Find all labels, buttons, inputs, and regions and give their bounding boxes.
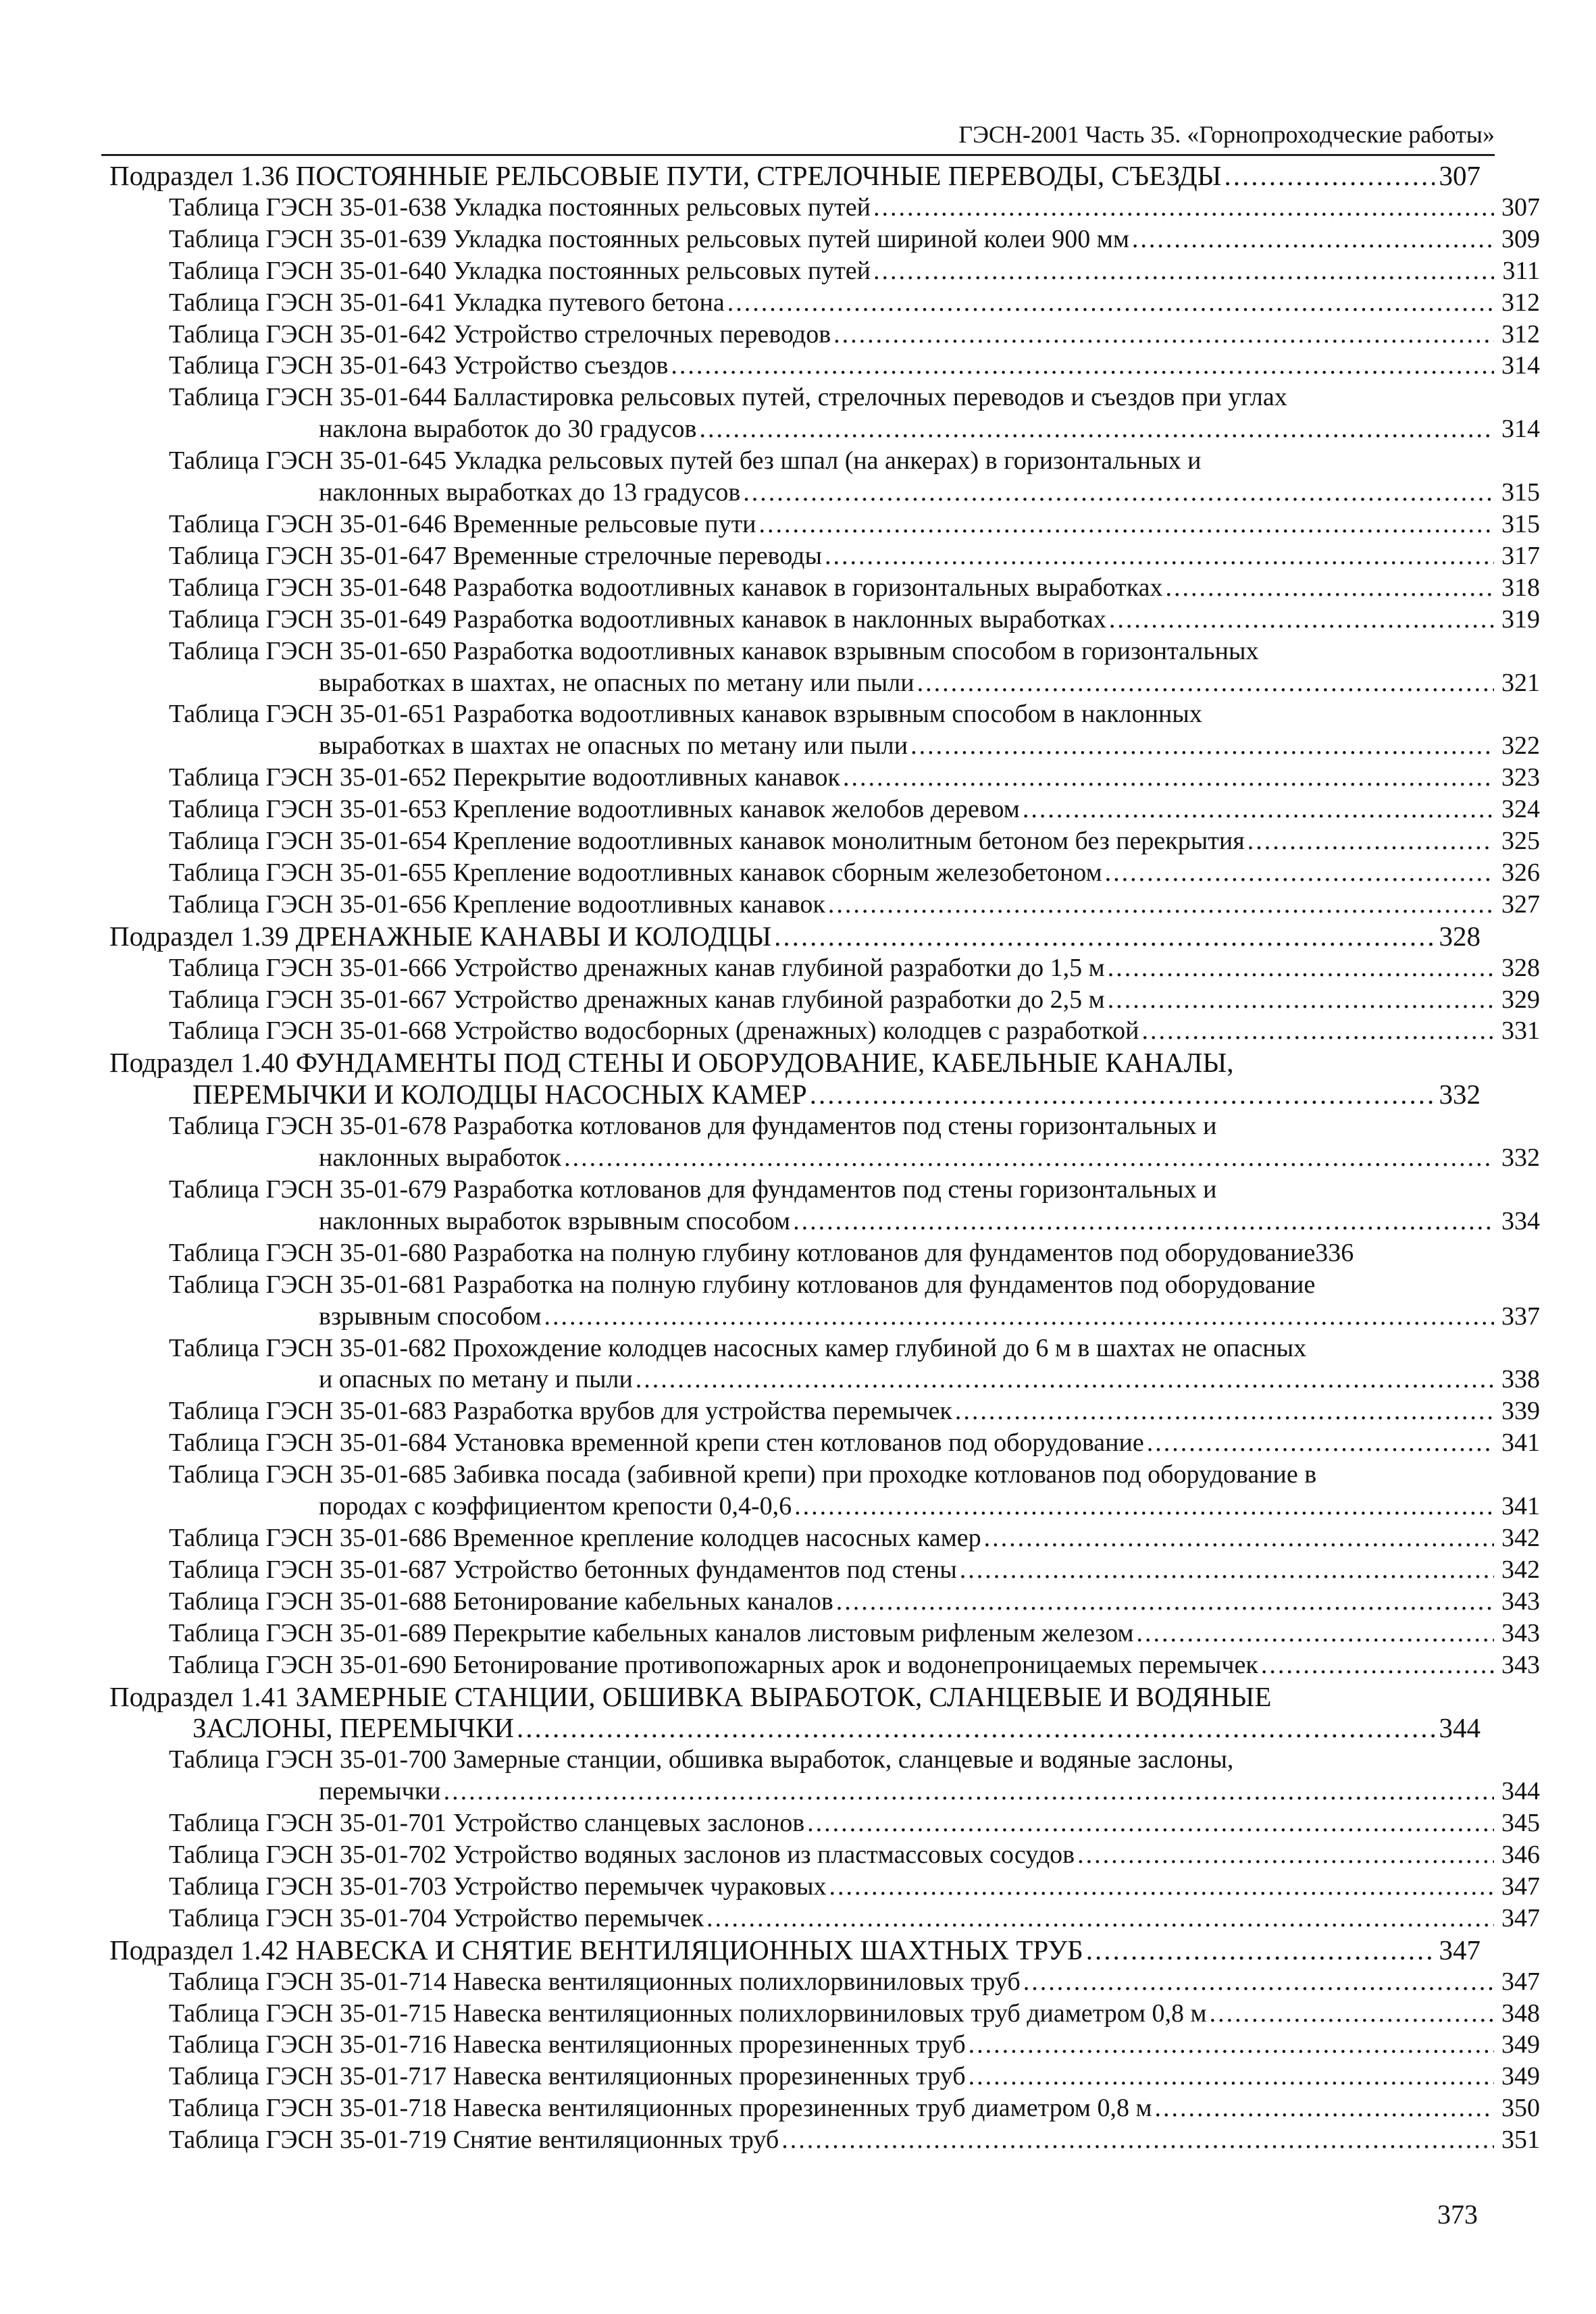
toc-page-number: 314 (1501, 351, 1540, 380)
toc-entry-text: Таблица ГЭСН 35-01-690 Бетонирование противопожарных арок и водонепроницаемых перемычек (169, 1650, 1258, 1679)
toc-page-number: 344 (1439, 1712, 1481, 1744)
toc-table-entry[interactable] (109, 794, 1540, 825)
dot-leader (636, 1364, 1494, 1395)
dot-leader (1109, 604, 1494, 636)
toc-entry-text: Таблица ГЭСН 35-01-655 Крепление водоотливных канавок сборным железобетоном (169, 858, 1102, 887)
dot-leader (1166, 572, 1494, 604)
toc-entry-text: Таблица ГЭСН 35-01-667 Устройство дренажных канав глубиной разработки до 2,5 м (169, 985, 1105, 1014)
dot-leader (910, 730, 1494, 762)
toc-entry-text: породах с коэффициентом крепости 0,4-0,6 (319, 1492, 792, 1521)
toc-entry-text: Таблица ГЭСН 35-01-649 Разработка водоотливных канавок в наклонных выработках (169, 605, 1106, 634)
toc-page-number: 332 (1501, 1143, 1540, 1173)
toc-table-entry[interactable] (109, 1649, 1540, 1681)
dot-leader (960, 1554, 1494, 1586)
toc-table-entry[interactable] (109, 1586, 1540, 1618)
toc-entry-text: выработках в шахтах, не опасных по метану или пыли (319, 668, 915, 697)
toc-page-number: 342 (1501, 1523, 1540, 1552)
toc-entry-text: Таблица ГЭСН 35-01-680 Разработка на полную глубину котлованов для фундаментов под оборудование336 (169, 1238, 1354, 1267)
toc-table-entry[interactable] (109, 1618, 1540, 1649)
toc-entry-text: Таблица ГЭСН 35-01-668 Устройство водосборных (дренажных) колодцев с разработкой (169, 1017, 1139, 1046)
toc-entry-text: Таблица ГЭСН 35-01-717 Навеска вентиляционных прорезиненных труб (169, 2062, 966, 2091)
dot-leader (1147, 1427, 1494, 1459)
toc-page-number: 343 (1501, 1618, 1540, 1647)
toc-entry-text: Таблица ГЭСН 35-01-714 Навеска вентиляционных полихлорвиниловых труб (169, 1967, 1021, 1996)
dot-leader (793, 1206, 1494, 1237)
table-of-contents (109, 160, 1540, 2156)
toc-page-number: 327 (1501, 890, 1540, 919)
toc-table-entry[interactable] (109, 2092, 1540, 2124)
dot-leader (444, 1776, 1494, 1807)
toc-page-number: 307 (1439, 160, 1481, 191)
dot-leader (1261, 1649, 1494, 1681)
toc-table-entry[interactable] (109, 1966, 1540, 1998)
toc-page-number: 315 (1501, 509, 1540, 538)
toc-entry-text: Таблица ГЭСН 35-01-715 Навеска вентиляционных полихлорвиниловых труб диаметром 0,8 м (169, 1999, 1207, 2028)
toc-entry-text: Таблица ГЭСН 35-01-639 Укладка постоянных рельсовых путей шириной колеи 900 мм (169, 224, 1129, 253)
toc-entry-text: Подраздел 1.39 ДРЕНАЖНЫЕ КАНАВЫ И КОЛОДЦЫ (109, 920, 772, 952)
toc-entry-text: Таблица ГЭСН 35-01-681 Разработка на полную глубину котлованов для фундаментов под оборудование (169, 1270, 1316, 1299)
dot-leader (517, 1712, 1435, 1744)
toc-table-entry[interactable] (109, 2029, 1540, 2061)
toc-table-entry[interactable] (109, 1839, 1540, 1871)
dot-leader (969, 2061, 1494, 2092)
toc-entry-text: Таблица ГЭСН 35-01-719 Снятие вентиляционных труб (169, 2126, 779, 2155)
toc-table-entry[interactable] (109, 1395, 1540, 1427)
toc-page-number: 312 (1501, 319, 1540, 349)
dot-leader (706, 1903, 1494, 1934)
toc-section-entry[interactable] (109, 1681, 1481, 1745)
toc-page-number: 349 (1501, 2030, 1540, 2059)
dot-leader (1247, 825, 1494, 857)
toc-table-entry[interactable] (109, 350, 1540, 382)
dot-leader (969, 2029, 1494, 2061)
toc-entry-text: ЗАСЛОНЫ, ПЕРЕМЫЧКИ (192, 1712, 515, 1744)
toc-table-entry[interactable] (109, 1110, 1540, 1174)
toc-table-entry[interactable] (109, 572, 1540, 604)
toc-table-entry[interactable] (109, 540, 1540, 572)
toc-page-number: 311 (1502, 256, 1540, 285)
dot-leader (1023, 794, 1494, 825)
toc-page-number: 351 (1501, 2126, 1540, 2155)
dot-leader (774, 921, 1435, 952)
toc-entry-text: Таблица ГЭСН 35-01-641 Укладка путевого бетона (169, 288, 725, 317)
toc-entry-text: Подраздел 1.36 ПОСТОЯННЫЕ РЕЛЬСОВЫЕ ПУТИ, СТРЕЛОЧНЫЕ ПЕРЕВОДЫ, СЪЕЗДЫ (109, 160, 1222, 191)
toc-entry-text: Таблица ГЭСН 35-01-638 Укладка постоянных рельсовых путей (169, 192, 871, 222)
toc-table-entry[interactable] (109, 509, 1540, 540)
dot-leader (833, 319, 1494, 351)
dot-leader (984, 1522, 1494, 1554)
toc-entry-text: Таблица ГЭСН 35-01-650 Разработка водоотливных канавок взрывным способом в горизонтальных (169, 636, 1259, 665)
toc-entry-text: Таблица ГЭСН 35-01-654 Крепление водоотливных канавок монолитным бетоном без перекрытия (169, 827, 1245, 856)
toc-page-number: 309 (1501, 224, 1540, 253)
toc-entry-text: Таблица ГЭСН 35-01-645 Укладка рельсовых путей без шпал (на анкерах) в горизонтальных и (169, 446, 1202, 475)
toc-page-number: 312 (1501, 288, 1540, 317)
dot-leader (700, 413, 1495, 445)
toc-entry-text: Таблица ГЭСН 35-01-701 Устройство сланцевых заслонов (169, 1809, 805, 1838)
toc-table-entry[interactable] (109, 889, 1540, 921)
toc-table-entry[interactable] (109, 857, 1540, 889)
dot-leader (1086, 1934, 1435, 1966)
toc-entry-text: перемычки (319, 1777, 441, 1806)
toc-page-number: 338 (1501, 1365, 1540, 1394)
dot-leader (794, 1491, 1494, 1522)
toc-table-entry[interactable] (109, 255, 1540, 287)
toc-table-entry[interactable] (109, 287, 1540, 319)
dot-leader (1141, 1015, 1494, 1047)
toc-entry-text: Таблица ГЭСН 35-01-648 Разработка водоотливных канавок в горизонтальных выработках (169, 573, 1163, 602)
dot-leader (564, 1142, 1494, 1174)
toc-entry-text: Таблица ГЭСН 35-01-683 Разработка врубов для устройства перемычек (169, 1397, 952, 1426)
toc-table-entry[interactable] (109, 604, 1540, 636)
dot-leader (829, 1871, 1494, 1903)
toc-section-entry[interactable] (109, 1047, 1481, 1110)
toc-table-entry[interactable] (109, 1871, 1540, 1903)
dot-leader (781, 2124, 1494, 2156)
toc-page-number: 339 (1501, 1397, 1540, 1426)
page-number: 373 (1437, 2199, 1478, 2230)
toc-entry-text: Таблица ГЭСН 35-01-684 Установка временной крепи стен котлованов под оборудование (169, 1429, 1144, 1458)
toc-entry-text: Таблица ГЭСН 35-01-678 Разработка котлованов для фундаментов под стены горизонтальных и (169, 1112, 1217, 1141)
toc-table-entry[interactable] (109, 952, 1540, 984)
toc-section-entry[interactable] (109, 160, 1481, 192)
toc-page-number: 328 (1501, 953, 1540, 982)
toc-entry-text: наклонных выработок (319, 1143, 562, 1173)
toc-entry-text: Подраздел 1.42 НАВЕСКА И СНЯТИЕ ВЕНТИЛЯЦИОННЫХ ШАХТНЫХ ТРУБ (109, 1934, 1083, 1965)
toc-table-entry[interactable] (109, 445, 1540, 509)
dot-leader (1105, 857, 1494, 889)
toc-page-number: 325 (1501, 827, 1540, 856)
toc-table-entry[interactable] (109, 1459, 1540, 1522)
toc-entry-text: Таблица ГЭСН 35-01-685 Забивка посада (забивной крепи) при проходке котлованов под оборудование в (169, 1460, 1317, 1489)
toc-entry-text: Подраздел 1.41 ЗАМЕРНЫЕ СТАНЦИИ, ОБШИВКА ВЫРАБОТОК, СЛАНЦЕВЫЕ И ВОДЯНЫЕ (109, 1680, 1272, 1712)
dot-leader (917, 667, 1494, 699)
toc-entry-text: наклонных выработок взрывным способом (319, 1206, 791, 1235)
dot-leader (671, 350, 1494, 382)
toc-entry-text: Таблица ГЭСН 35-01-646 Временные рельсовые пути (169, 509, 756, 538)
toc-page-number: 321 (1501, 668, 1540, 697)
toc-page-number: 343 (1501, 1587, 1540, 1616)
toc-page-number: 307 (1501, 192, 1540, 222)
toc-page-number: 344 (1501, 1777, 1540, 1806)
toc-table-entry[interactable] (109, 1554, 1540, 1586)
toc-page-number: 337 (1501, 1302, 1540, 1331)
running-header: ГЭСН-2001 Часть 35. «Горнопроходческие работы» (101, 119, 1495, 156)
dot-leader (743, 477, 1494, 509)
dot-leader (810, 1079, 1435, 1110)
toc-page-number: 341 (1501, 1492, 1540, 1521)
toc-page-number: 347 (1439, 1934, 1481, 1965)
toc-table-entry[interactable] (109, 224, 1540, 255)
toc-entry-text: Таблица ГЭСН 35-01-651 Разработка водоотливных канавок взрывным способом в наклонных (169, 700, 1202, 729)
toc-entry-text: Таблица ГЭСН 35-01-679 Разработка котлованов для фундаментов под стены горизонтальных и (169, 1175, 1217, 1204)
toc-table-entry[interactable] (109, 192, 1540, 224)
toc-entry-text: Подраздел 1.40 ФУНДАМЕНТЫ ПОД СТЕНЫ И ОБОРУДОВАНИЕ, КАБЕЛЬНЫЕ КАНАЛЫ, (109, 1047, 1234, 1079)
toc-entry-text: ПЕРЕМЫЧКИ И КОЛОДЦЫ НАСОСНЫХ КАМЕР (192, 1079, 807, 1110)
dot-leader (759, 509, 1494, 540)
toc-table-entry[interactable] (109, 2061, 1540, 2092)
toc-entry-text: Таблица ГЭСН 35-01-653 Крепление водоотливных канавок желобов деревом (169, 795, 1020, 824)
dot-leader (873, 255, 1494, 287)
toc-entry-text: Таблица ГЭСН 35-01-687 Устройство бетонных фундаментов под стены (169, 1555, 957, 1584)
toc-page-number: 348 (1501, 1999, 1540, 2028)
toc-entry-text: Таблица ГЭСН 35-01-689 Перекрытие кабельных каналов листовым рифленым железом (169, 1618, 1134, 1647)
dot-leader (1023, 1966, 1494, 1998)
toc-entry-text: Таблица ГЭСН 35-01-644 Балластировка рельсовых путей, стрелочных переводов и съездов при углах (169, 383, 1287, 412)
toc-table-entry[interactable] (109, 1427, 1540, 1459)
toc-page-number: 319 (1501, 605, 1540, 634)
toc-table-entry[interactable] (109, 319, 1540, 351)
toc-table-entry[interactable] (109, 636, 1540, 699)
toc-table-entry[interactable] (109, 1522, 1540, 1554)
toc-page-number: 326 (1501, 858, 1540, 887)
toc-page-number: 347 (1501, 1872, 1540, 1901)
toc-table-entry[interactable] (109, 1174, 1540, 1237)
toc-table-entry[interactable] (109, 984, 1540, 1016)
dot-leader (1077, 1839, 1494, 1871)
toc-entry-text: Таблица ГЭСН 35-01-704 Устройство перемычек (169, 1903, 704, 1932)
toc-entry-text: Таблица ГЭСН 35-01-688 Бетонирование кабельных каналов (169, 1587, 833, 1616)
toc-page-number: 347 (1501, 1967, 1540, 1996)
dot-leader (544, 1301, 1494, 1333)
dot-leader (843, 762, 1494, 794)
toc-entry-text: Таблица ГЭСН 35-01-642 Устройство стрелочных переводов (169, 319, 831, 349)
toc-table-entry[interactable] (109, 1998, 1540, 2030)
toc-entry-text: взрывным способом (319, 1302, 542, 1331)
toc-entry-text: и опасных по метану и пыли (319, 1365, 633, 1394)
toc-entry-text: Таблица ГЭСН 35-01-716 Навеска вентиляционных прорезиненных труб (169, 2030, 966, 2059)
dot-leader (1155, 2092, 1494, 2124)
toc-table-entry[interactable] (109, 1237, 1540, 1269)
dot-leader (825, 540, 1494, 572)
toc-entry-text: Таблица ГЭСН 35-01-702 Устройство водяных заслонов из пластмассовых сосудов (169, 1841, 1075, 1870)
toc-entry-text: выработках в шахтах не опасных по метану или пыли (319, 731, 908, 761)
toc-entry-text: наклона выработок до 30 градусов (319, 415, 697, 444)
toc-page-number: 323 (1501, 763, 1540, 792)
toc-entry-text: Таблица ГЭСН 35-01-718 Навеска вентиляционных прорезиненных труб диаметром 0,8 м (169, 2094, 1152, 2123)
toc-entry-text: Таблица ГЭСН 35-01-703 Устройство перемычек чураковых (169, 1872, 827, 1901)
dot-leader (1210, 1998, 1494, 2030)
dot-leader (807, 1807, 1494, 1839)
toc-table-entry[interactable] (109, 762, 1540, 794)
toc-entry-text: наклонных выработках до 13 градусов (319, 478, 741, 507)
toc-table-entry[interactable] (109, 698, 1540, 762)
toc-table-entry[interactable] (109, 1807, 1540, 1839)
dot-leader (836, 1586, 1494, 1618)
toc-table-entry[interactable] (109, 382, 1540, 445)
toc-page-number: 322 (1501, 731, 1540, 761)
dot-leader (828, 889, 1494, 921)
dot-leader (1108, 952, 1494, 984)
dot-leader (873, 192, 1494, 224)
toc-section-entry[interactable] (109, 1934, 1481, 1966)
toc-page-number: 315 (1501, 478, 1540, 507)
toc-entry-text: Таблица ГЭСН 35-01-640 Укладка постоянных рельсовых путей (169, 256, 871, 285)
toc-page-number: 345 (1501, 1809, 1540, 1838)
toc-page-number: 347 (1501, 1903, 1540, 1932)
toc-table-entry[interactable] (109, 825, 1540, 857)
toc-page-number: 334 (1501, 1206, 1540, 1235)
toc-entry-text: Таблица ГЭСН 35-01-643 Устройство съездов (169, 351, 669, 380)
toc-entry-text: Таблица ГЭСН 35-01-682 Прохождение колодцев насосных камер глубиной до 6 м в шахтах не опасных (169, 1333, 1307, 1362)
toc-page-number: 318 (1501, 573, 1540, 602)
toc-page-number: 332 (1439, 1079, 1481, 1110)
toc-page-number: 314 (1501, 415, 1540, 444)
toc-page-number: 324 (1501, 795, 1540, 824)
dot-leader (1132, 224, 1494, 255)
dot-leader (1137, 1618, 1494, 1649)
toc-page-number: 346 (1501, 1841, 1540, 1870)
toc-page-number: 328 (1439, 920, 1481, 952)
toc-page-number: 331 (1501, 1017, 1540, 1046)
toc-section-entry[interactable] (109, 921, 1481, 952)
toc-page-number: 350 (1501, 2094, 1540, 2123)
toc-table-entry[interactable] (109, 1333, 1540, 1396)
toc-table-entry[interactable] (109, 1744, 1540, 1807)
toc-entry-text: Таблица ГЭСН 35-01-647 Временные стрелочные переводы (169, 541, 823, 570)
dot-leader (1224, 160, 1435, 192)
toc-table-entry[interactable] (109, 2124, 1540, 2156)
toc-table-entry[interactable] (109, 1269, 1540, 1333)
toc-entry-text: Таблица ГЭСН 35-01-666 Устройство дренажных канав глубиной разработки до 1,5 м (169, 953, 1105, 982)
toc-entry-text: Таблица ГЭСН 35-01-652 Перекрытие водоотливных канавок (169, 763, 840, 792)
toc-entry-text: Таблица ГЭСН 35-01-700 Замерные станции, обшивка выработок, сланцевые и водяные заслоны, (169, 1745, 1234, 1774)
toc-page-number: 329 (1501, 985, 1540, 1014)
dot-leader (955, 1395, 1494, 1427)
toc-table-entry[interactable] (109, 1903, 1540, 1934)
toc-entry-text: Таблица ГЭСН 35-01-656 Крепление водоотливных канавок (169, 890, 825, 919)
toc-table-entry[interactable] (109, 1015, 1540, 1047)
toc-page-number: 342 (1501, 1555, 1540, 1584)
toc-page-number: 317 (1501, 541, 1540, 570)
dot-leader (1108, 984, 1494, 1016)
toc-page-number: 343 (1501, 1650, 1540, 1679)
toc-page-number: 349 (1501, 2062, 1540, 2091)
dot-leader (727, 287, 1494, 319)
toc-page-number: 341 (1501, 1429, 1540, 1458)
toc-entry-text: Таблица ГЭСН 35-01-686 Временное крепление колодцев насосных камер (169, 1523, 981, 1552)
